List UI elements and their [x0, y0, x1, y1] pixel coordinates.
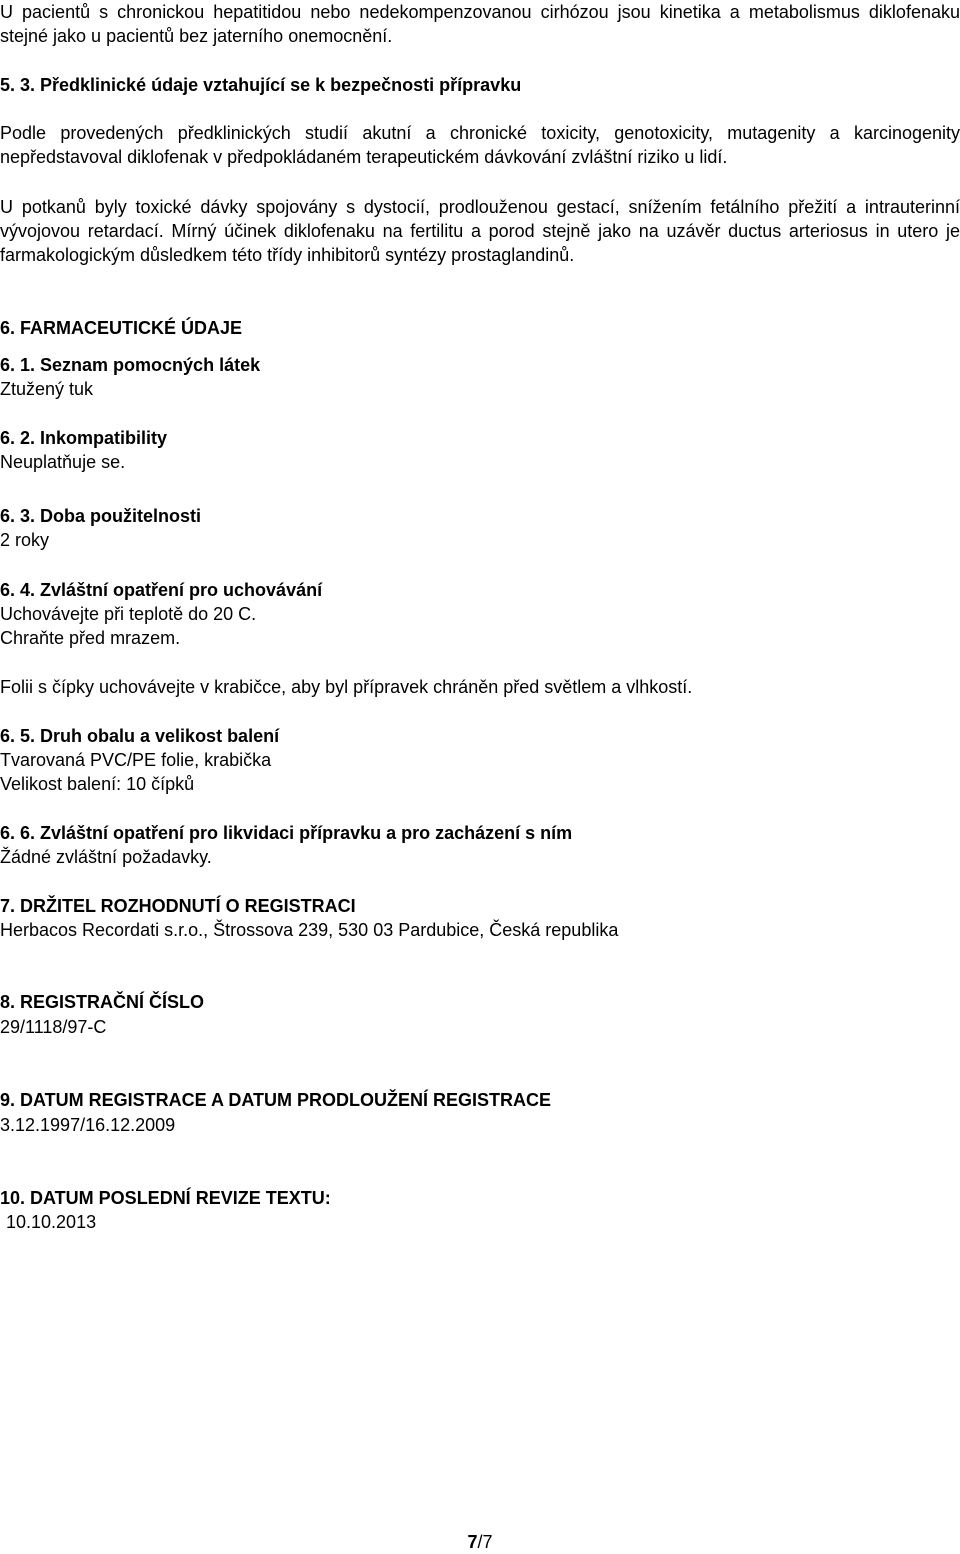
section-9-text: 3.12.1997/16.12.2009	[0, 1115, 176, 1135]
section-6-2-heading: 6. 2. Inkompatibility	[0, 428, 168, 448]
section-6-3-text: 2 roky	[0, 530, 50, 550]
section-7-heading: 7. DRŽITEL ROZHODNUTÍ O REGISTRACI	[0, 896, 356, 916]
intro-paragraph: U pacientů s chronickou hepatitidou nebo nedekompenzovanou cirhózou jsou kinetika a metabolismus diklofenaku stejné jako u pacientů bez jaterního onemocnění.	[0, 2, 960, 46]
section-8-heading: 8. REGISTRAČNÍ ČÍSLO	[0, 992, 205, 1012]
section-6-6-heading: 6. 6. Zvláštní opatření pro likvidaci přípravku a pro zacházení s ním	[0, 823, 573, 843]
section-6-4-line-3: Folii s čípky uchovávejte v krabičce, aby byl přípravek chráněn před světlem a vlhkostí.	[0, 677, 693, 697]
section-6-5-line-1: Tvarovaná PVC/PE folie, krabička	[0, 750, 272, 770]
section-5-3-paragraph-1: Podle provedených předklinických studií akutní a chronické toxicity, genotoxicity, mutagenity a karcinogenity nepředstavoval diklofenak v předpokládaném terapeutickém dávkování zvláštní riziko u lidí.	[0, 123, 960, 167]
section-7-text: Herbacos Recordati s.r.o., Štrossova 239, 530 03 Pardubice, Česká republika	[0, 920, 619, 940]
section-6-1-text: Ztužený tuk	[0, 379, 94, 399]
section-5-3-heading: 5. 3. Předklinické údaje vztahující se k bezpečnosti přípravku	[0, 75, 522, 95]
section-10-text: 10.10.2013	[6, 1212, 97, 1232]
section-6-5-heading: 6. 5. Druh obalu a velikost balení	[0, 726, 280, 746]
section-10-heading: 10. DATUM POSLEDNÍ REVIZE TEXTU:	[0, 1188, 331, 1208]
section-6-3-heading: 6. 3. Doba použitelnosti	[0, 506, 202, 526]
section-6-1-heading: 6. 1. Seznam pomocných látek	[0, 355, 261, 375]
section-6-4-line-2: Chraňte před mrazem.	[0, 628, 181, 648]
page-number-total: /7	[477, 1532, 493, 1552]
section-8-text: 29/1118/97-C	[0, 1017, 107, 1037]
section-6-6-text: Žádné zvláštní požadavky.	[0, 847, 212, 867]
section-6-heading: 6. FARMACEUTICKÉ ÚDAJE	[0, 318, 243, 338]
section-9-heading: 9. DATUM REGISTRACE A DATUM PRODLOUŽENÍ REGISTRACE	[0, 1090, 552, 1110]
section-6-4-heading: 6. 4. Zvláštní opatření pro uchovávání	[0, 580, 323, 600]
section-6-2-text: Neuplatňuje se.	[0, 452, 126, 472]
section-6-5-line-2: Velikost balení: 10 čípků	[0, 774, 195, 794]
page-number-current: 7	[467, 1532, 478, 1552]
section-5-3-paragraph-2: U potkanů byly toxické dávky spojovány s dystocií, prodlouženou gestací, snížením fetálního přežití a intrauterinní vývojovou retardací. Mírný účinek diklofenaku na fertilitu a porod stejně jako na uzávěr ductus arteriosus in utero je farmakologickým důsledkem této třídy inhibitorů syntézy prostaglandinů.	[0, 197, 960, 265]
section-6-4-line-1: Uchovávejte při teplotě do 20 C.	[0, 604, 257, 624]
page-number	[0, 1530, 960, 1554]
